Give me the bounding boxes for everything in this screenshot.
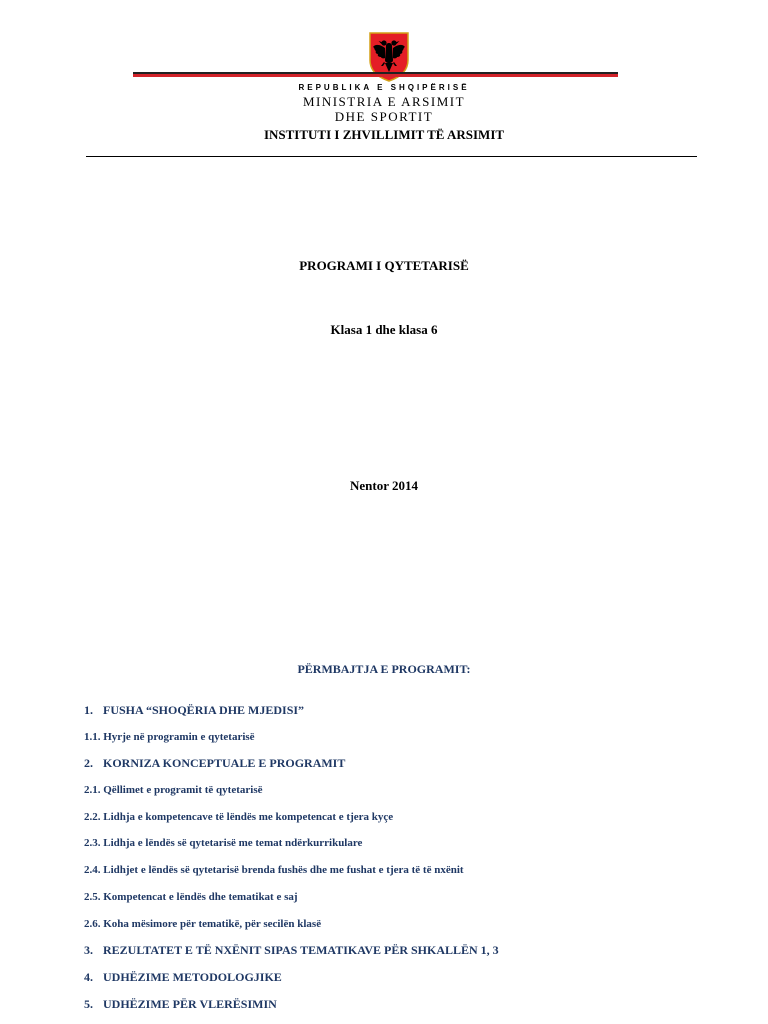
toc-item-text: Koha mësimore për tematikë, për secilën klasë (103, 917, 322, 930)
republic-name: REPUBLIKA E SHQIPËRISË (298, 83, 470, 92)
document-subtitle: Klasa 1 dhe klasa 6 (330, 322, 438, 337)
toc-item-number: 4. (84, 969, 93, 984)
toc-item (84, 888, 724, 915)
toc-item (84, 861, 724, 888)
toc-item-text: KORNIZA KONCEPTUALE E PROGRAMIT (103, 756, 346, 771)
toc-item-number: 1.1. (84, 730, 101, 743)
toc-item-number: 3. (84, 943, 93, 958)
header-rule (133, 72, 618, 77)
document-date: Nentor 2014 (349, 478, 418, 493)
toc-item-number: 2.4. (84, 864, 101, 877)
toc-item-number: 1. (84, 703, 93, 717)
toc-item-number: 2.2. (84, 810, 101, 823)
toc-item (84, 781, 724, 808)
toc-item (84, 754, 724, 781)
toc-item-number: 2.1. (84, 784, 101, 797)
toc-item-text: Lidhja e lëndës së qytetarisë me temat ndërkurrikulare (103, 837, 363, 850)
toc-item-text: Lidhjet e lëndës së qytetarisë brenda fushës dhe me fushat e tjera të të nxënit (103, 864, 464, 877)
toc-item-number: 2. (84, 756, 93, 771)
toc-item (84, 968, 724, 995)
toc-item (84, 915, 724, 942)
ministry-name-line1: MINISTRIA E ARSIMIT (302, 94, 466, 109)
toc-item (84, 701, 724, 728)
toc-item-text: Qëllimet e programit të qytetarisë (103, 784, 263, 797)
document-title: PROGRAMI I QYTETARISË (299, 258, 469, 273)
toc-item (84, 941, 724, 968)
toc-item-text: REZULTATET E TË NXËNIT SIPAS TEMATIKAVE PËR SHKALLËN 1, 3 (103, 943, 499, 958)
table-of-contents (84, 701, 724, 1021)
toc-item (84, 834, 724, 861)
toc-item-text: Hyrje në programin e qytetarisë (103, 730, 255, 743)
institute-name: INSTITUTI I ZHVILLIMIT TË ARSIMIT (263, 127, 505, 142)
toc-item-text: Lidhja e kompetencave të lëndës me kompetencat e tjera kyçe (103, 810, 394, 823)
toc-item (84, 995, 724, 1022)
toc-item-number: 2.3. (84, 837, 101, 850)
toc-item-text: Kompetencat e lëndës dhe tematikat e saj (103, 890, 298, 903)
toc-item (84, 728, 724, 755)
toc-item-number: 2.6. (84, 917, 101, 930)
toc-item (84, 808, 724, 835)
toc-title: PËRMBAJTJA E PROGRAMIT: (297, 662, 471, 676)
header-divider (86, 156, 697, 157)
ministry-name-line2: DHE SPORTIT (334, 109, 434, 124)
toc-item-text: FUSHA “SHOQËRIA DHE MJEDISI” (103, 703, 305, 717)
toc-item-text: UDHËZIME METODOLOGJIKE (103, 969, 282, 984)
toc-item-text: UDHËZIME PËR VLERËSIMIN (103, 996, 277, 1011)
toc-item-number: 2.5. (84, 890, 101, 903)
toc-item-number: 5. (84, 996, 93, 1011)
